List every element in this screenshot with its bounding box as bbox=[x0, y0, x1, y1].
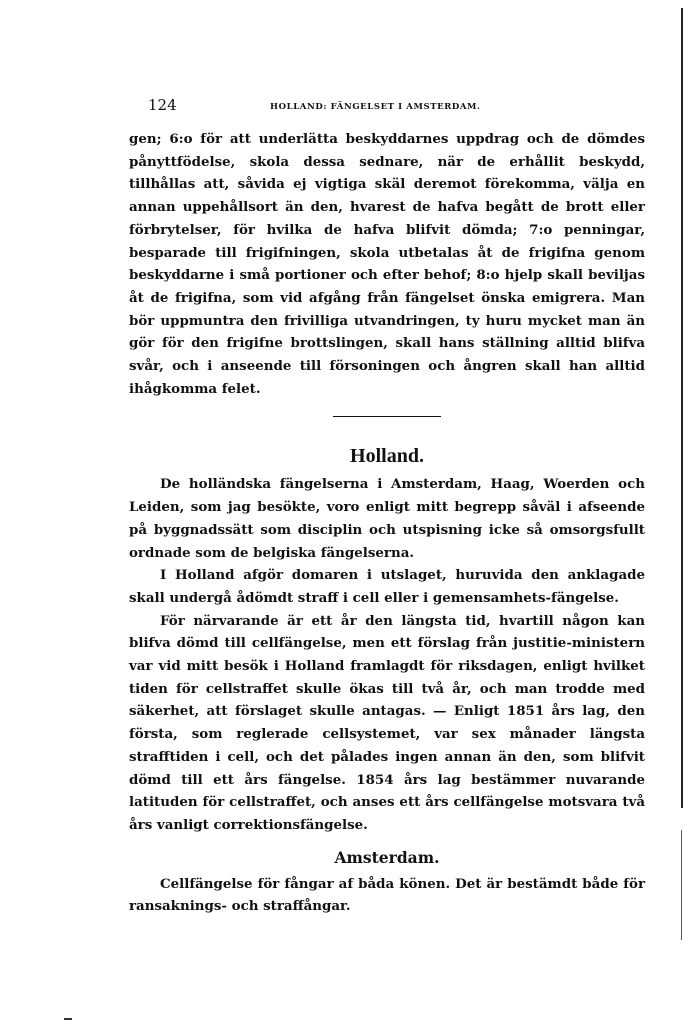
page-edge-line bbox=[681, 8, 683, 808]
section-divider bbox=[333, 416, 441, 417]
page-number: 124 bbox=[148, 96, 177, 114]
paragraph-continuation: gen; 6:o för att underlätta beskyddarnes uppdrag och de dömdes pånyttfödelse, skola dessa sednare, när de erhållit beskydd, tillhållas att, såvida ej vigtiga skäl deremot förekomma, välja en annan uppehållsort än den, hvarest de hafva begått de brott eller förbrytelser, för hvilka de hafva blifvit dömda; 7:o penningar, besparade till frigifningen, skola utbetalas åt de frigifna genom beskyddarne i små portioner och efter behof; 8:o hjelp skall beviljas åt de frigifna, som vid afgång från fängelset önska emigrera. Man bör uppmuntra den frivilliga utvandringen, ty huru mycket man än gör för den frigifne brottslingen, skall hans ställning alltid blifva svår, och i anseende till försoningen och ångren skall han alltid ihågkomma felet. bbox=[129, 131, 645, 397]
page-header bbox=[148, 96, 648, 118]
paragraph: I Holland afgör domaren i utslaget, huruvida den anklagade skall undergå ådömdt straff i cell eller i gemensamhets-fängelse. bbox=[129, 567, 645, 606]
section-heading: Holland. bbox=[350, 445, 424, 468]
page-edge-line-lower bbox=[681, 830, 682, 940]
print-mark bbox=[64, 1018, 72, 1020]
paragraph: För närvarande är ett år den längsta tid, hvartill någon kan blifva dömd till cellfängelse, men ett förslag från justitie-ministern var vid mitt besök i Holland framlagdt för riksdagen, enligt hvilket tiden för cellstraffet skulle ökas till två år, och man trodde med säkerhet, att förslaget skulle antagas. — Enligt 1851 års lag, den första, som reglerade cellsystemet, var sex månader längsta strafftiden i cell, och det pålades ingen annan än den, som blifvit dömd till ett års fängelse. 1854 års lag bestämmer nuvarande latituden för cellstraffet, och anses ett års cellfängelse motsvara två års vanligt correktionsfängelse. bbox=[129, 612, 645, 833]
paragraph: De holländska fängelserna i Amsterdam, Haag, Woerden och Leiden, som jag besökte, voro enligt mitt begrepp såväl i afseende på byggnadssätt som disciplin och utspisning icke så omsorgsfullt ordnade som de belgiska fängelserna. bbox=[129, 476, 645, 561]
paragraph: Cellfängelse för fångar af båda könen. Det är bestämdt både för ransaknings- och straffångar. bbox=[129, 875, 645, 915]
page-body bbox=[129, 128, 645, 918]
sub-heading: Amsterdam. bbox=[334, 847, 440, 867]
running-head: HOLLAND: FÄNGELSET I AMSTERDAM. bbox=[270, 102, 481, 112]
